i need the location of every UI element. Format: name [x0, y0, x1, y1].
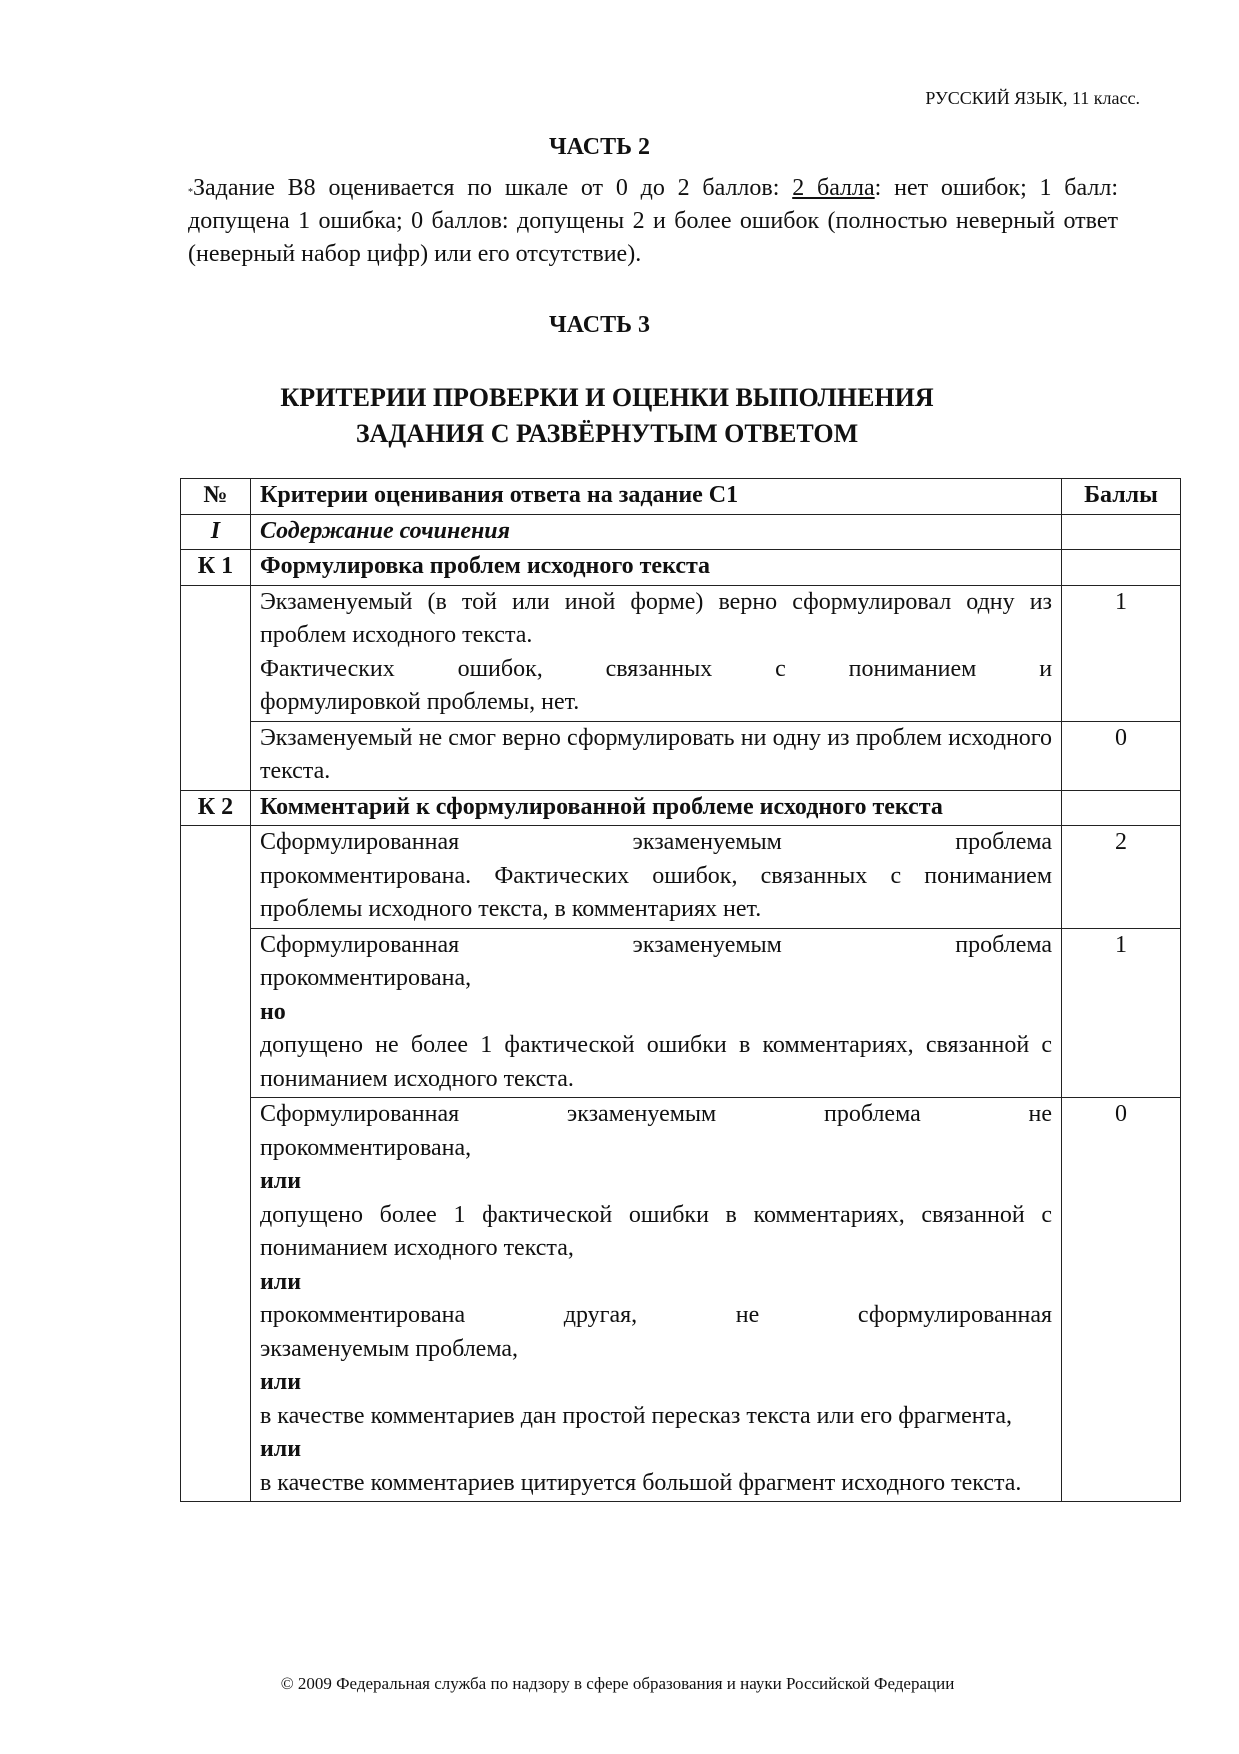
k1-row2-score: 0: [1062, 721, 1181, 790]
table-row: [181, 928, 1181, 1098]
part2-underlined-score: 2 балла: [792, 175, 875, 201]
part2-text-before: Задание В8 оценивается по шкале от 0 до 2 баллов:: [193, 175, 793, 201]
k2-row3-or3: или: [259, 1369, 302, 1395]
k1-row1-score: 1: [1062, 585, 1181, 721]
part2-title: ЧАСТЬ 2: [549, 134, 650, 160]
part2-scoring-note: [188, 172, 1118, 271]
k1-num: К 1: [181, 550, 251, 586]
section-title: Содержание сочинения: [250, 514, 1061, 550]
table-row: [181, 826, 1181, 929]
k2-row3-or4: или: [259, 1436, 302, 1462]
part3-title: ЧАСТЬ 3: [549, 312, 650, 338]
table-row: [181, 1098, 1181, 1502]
k2-row3-text: [250, 1098, 1061, 1502]
header-criteria: Критерии оценивания ответа на задание С1: [250, 479, 1061, 515]
table-header-row: [181, 479, 1181, 515]
criteria-title-line2: ЗАДАНИЯ С РАЗВЁРНУТЫМ ОТВЕТОМ: [355, 419, 859, 448]
k2-num: К 2: [181, 790, 251, 826]
k2-row2-line3: допущено не более 1 фактической ошибки в комментариях, связанной с пониманием исходного текста.: [259, 1032, 1053, 1092]
header-num: №: [181, 479, 251, 515]
section-num: I: [181, 514, 251, 550]
k2-row3-part5: в качестве комментариев цитируется большой фрагмент исходного текста.: [259, 1469, 1022, 1496]
k2-row2-conj: но: [259, 998, 286, 1025]
k2-row2-line1: Сформулированная экзаменуемым проблема: [259, 931, 1053, 958]
k2-title: Комментарий к сформулированной проблеме исходного текста: [250, 790, 1061, 826]
criteria-title-line1: КРИТЕРИИ ПРОВЕРКИ И ОЦЕНКИ ВЫПОЛНЕНИЯ: [280, 383, 934, 412]
k2-empty-num: [181, 826, 251, 929]
k2-row3-or2: или: [259, 1268, 302, 1295]
k1-header-score: [1062, 550, 1181, 586]
k2-row1-line1: Сформулированная экзаменуемым проблема: [259, 829, 1053, 855]
section-score: [1062, 514, 1181, 550]
k2-row1-rest: прокомментирована. Фактических ошибок, связанных с пониманием проблемы исходного текста, в комментариях нет.: [259, 862, 1053, 922]
k1-row2-text: Экзаменуемый не смог верно сформулировать ни одну из проблем исходного текста.: [250, 721, 1061, 790]
k2-row3-part3-line2: экзаменуемым проблема,: [259, 1335, 519, 1362]
page-footer: [0, 1674, 1239, 1694]
k1-row1-text1: Экзаменуемый (в той или иной форме) верно сформулировал одну из проблем исходного текста.: [259, 588, 1053, 648]
table-row: [181, 585, 1181, 721]
k2-header-score: [1062, 790, 1181, 826]
footer-text: © 2009 Федеральная служба по надзору в сфере образования и науки Российской Федерации: [280, 1674, 955, 1693]
table-row: [181, 721, 1181, 790]
k2-row2-score: 1: [1062, 928, 1181, 1098]
k1-row1-text2-line1: Фактических ошибок, связанных с пониманием и: [259, 655, 1053, 682]
k1-title: Формулировка проблем исходного текста: [250, 550, 1061, 586]
k2-row1-text: [250, 826, 1061, 929]
criteria-table: [180, 478, 1181, 1502]
part2-text-after: : нет ошибок; 1 балл: допущена 1 ошибка; 0 баллов: допущены 2 и более ошибок (полностью неверный ответ (неверный набор цифр) или его отсутствие).: [188, 175, 1119, 267]
k2-row2-text: [250, 928, 1061, 1098]
table-row-k1-header: [181, 550, 1181, 586]
k2-empty-num-3: [181, 1098, 251, 1502]
k1-row1-text: [250, 585, 1061, 721]
k2-row3-part4: в качестве комментариев дан простой пересказ текста или его фрагмента,: [259, 1402, 1013, 1429]
k2-row3-part3-line1: прокомментирована другая, не сформулированная: [259, 1302, 1053, 1328]
k2-row3-score: 0: [1062, 1098, 1181, 1502]
k2-row3-or1: или: [259, 1168, 302, 1194]
k1-row1-text2-line2: формулировкой проблемы, нет.: [259, 689, 580, 715]
k2-empty-num-2: [181, 928, 251, 1098]
k2-row3-line2: прокомментирована,: [259, 1134, 472, 1161]
footnote-star: *: [188, 187, 193, 198]
k1-empty-num: [181, 585, 251, 721]
table-row-k2-header: [181, 790, 1181, 826]
k2-row1-score: 2: [1062, 826, 1181, 929]
k2-row3-line1: Сформулированная экзаменуемым проблема не: [259, 1101, 1053, 1127]
table-row-section: [181, 514, 1181, 550]
k2-row2-line2: прокомментирована,: [259, 965, 472, 991]
k2-row3-part2: допущено более 1 фактической ошибки в комментариях, связанной с пониманием исходного текста,: [259, 1201, 1053, 1261]
page-header-subject: РУССКИЙ ЯЗЫК, 11 класс.: [925, 88, 1140, 108]
k1-empty-num-2: [181, 721, 251, 790]
header-score: Баллы: [1062, 479, 1181, 515]
criteria-title: [0, 380, 1239, 452]
